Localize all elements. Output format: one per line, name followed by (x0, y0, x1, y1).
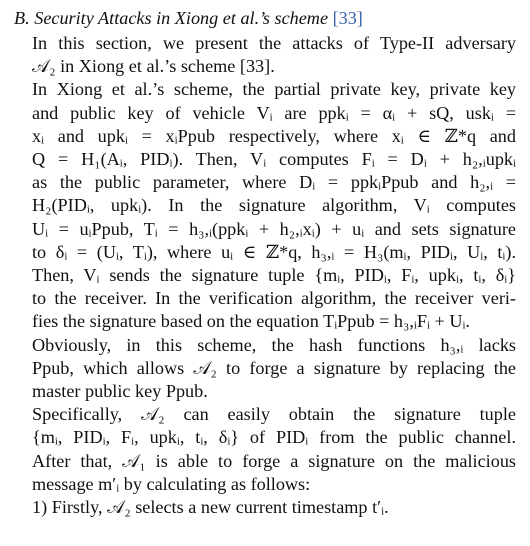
section-label: B. (14, 8, 30, 28)
text-line: Q = H₁(Aᵢ, PIDᵢ). Then, Vᵢ computes Fᵢ = Dᵢ + h₂,ᵢupkᵢ (32, 149, 516, 170)
list-item-text: Firstly, 𝒜₂ selects a new current timestamp t′ᵢ. (51, 497, 389, 518)
list-item (14, 496, 516, 519)
text-line: master public key Ppub. (32, 381, 208, 402)
text-line: In this section, we present the attacks of Type-II adversary (32, 33, 516, 53)
paper-page (14, 6, 516, 519)
section-citation[interactable]: [33] (332, 8, 363, 28)
text-line: After that, 𝒜₁ is able to forge a signature on the malicious (32, 450, 516, 471)
text-line: H₂(PIDᵢ, upkᵢ). In the signature algorithm, Vᵢ computes (32, 195, 516, 216)
paragraph-intro (14, 32, 516, 78)
text-line: Obviously, in this scheme, the hash functions h₃,ᵢ lacks (32, 334, 516, 355)
text-line: message m′ᵢ by calculating as follows: (32, 473, 311, 494)
text-line: to the receiver. In the verification algorithm, the receiver veri- (32, 288, 516, 309)
text-line: {mᵢ, PIDᵢ, Fᵢ, upkᵢ, tᵢ, δᵢ} of PIDᵢ from the public channel. (32, 427, 516, 448)
text-line: as the public parameter, where Dᵢ = ppkᵢPpub and h₂,ᵢ = (32, 172, 516, 193)
text-line: Specifically, 𝒜₂ can easily obtain the signature tuple (32, 404, 516, 425)
text-line: fies the signature based on the equation TᵢPpub = h₃,ᵢFᵢ + Uᵢ. (32, 311, 470, 332)
section-heading (14, 6, 516, 30)
text-line: to δᵢ = (Uᵢ, Tᵢ), where uᵢ ∈ ℤ*q, h₃,ᵢ = H₃(mᵢ, PIDᵢ, Uᵢ, tᵢ). (32, 241, 516, 262)
text-line: Then, Vᵢ sends the signature tuple {mᵢ, PIDᵢ, Fᵢ, upkᵢ, tᵢ, δᵢ} (32, 265, 516, 286)
paragraph-scheme (14, 78, 516, 333)
paragraph-attack (14, 403, 516, 496)
text-line: In Xiong et al.’s scheme, the partial private key, private key (32, 79, 516, 100)
text-line: xᵢ and upkᵢ = xᵢPpub respectively, where xᵢ ∈ ℤ*q and (32, 125, 516, 146)
text-line: and public key of vehicle Vᵢ are ppkᵢ = αᵢ + sQ, uskᵢ = (32, 102, 516, 123)
text-line: 𝒜₂ in Xiong et al.’s scheme [33]. (32, 56, 275, 77)
text-line: Ppub, which allows 𝒜₂ to forge a signature by replacing the (32, 357, 516, 378)
section-title: Security Attacks in Xiong et al.’s scheme (34, 8, 329, 28)
text-line: Uᵢ = uᵢPpub, Tᵢ = h₃,ᵢ(ppkᵢ + h₂,ᵢxᵢ) + uᵢ and sets signature (32, 218, 516, 239)
list-item-number: 1) (32, 497, 48, 518)
paragraph-weakness (14, 334, 516, 404)
